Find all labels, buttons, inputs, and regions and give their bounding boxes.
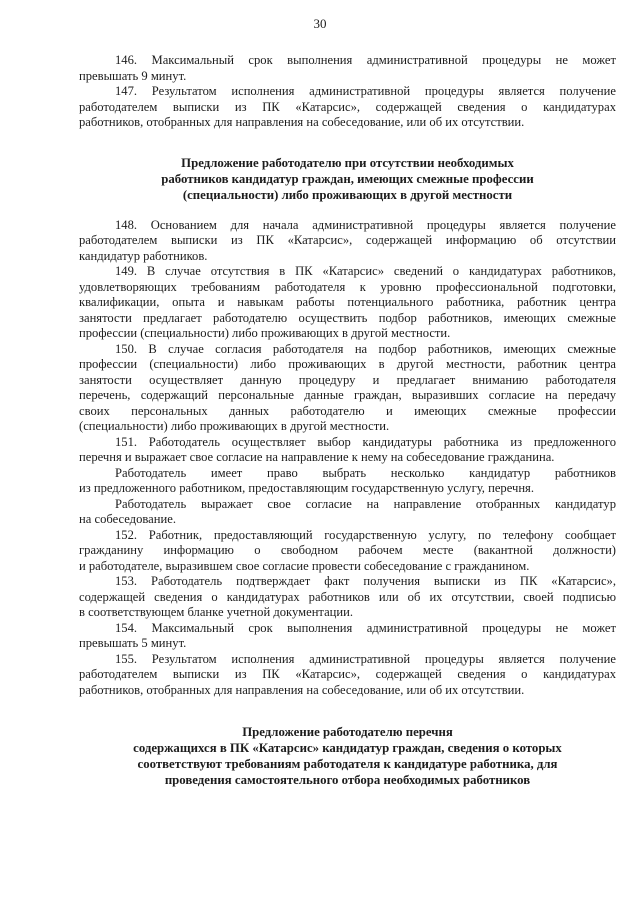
paragraph-line: Работодатель имеет право выбрать несколько кандидатур работников bbox=[115, 465, 616, 480]
paragraph-p148 bbox=[79, 218, 616, 265]
paragraph-line: перечня и выражает свое согласие на направление к нему на собеседование гражданина. bbox=[79, 450, 555, 464]
paragraph-line: в соответствующем бланке учетной документации. bbox=[79, 605, 354, 619]
heading-line: Предложение работодателю при отсутствии необходимых bbox=[181, 155, 514, 170]
paragraph-line: 148. Основанием для начала административной процедуры является получение bbox=[115, 217, 616, 232]
section-heading-1 bbox=[79, 155, 616, 203]
section-heading-2 bbox=[79, 724, 616, 788]
paragraph-line: на собеседование. bbox=[79, 512, 176, 526]
paragraph-p147 bbox=[79, 84, 616, 131]
paragraph-line: 147. Результатом исполнения административной процедуры является получение bbox=[115, 84, 616, 98]
paragraph-line: своих персональных данных работодателю и имеющих смежные профессии bbox=[79, 403, 616, 418]
heading-line: соответствуют требованиям работодателя к кандидатуре работника, для bbox=[137, 757, 558, 771]
paragraph-p152 bbox=[79, 528, 616, 575]
paragraph-line: 149. В случае отсутствия в ПК «Катарсис» сведений о кандидатурах работников, bbox=[115, 264, 616, 278]
paragraph-line: гражданину информацию о свободном рабочем месте (вакантной должности) bbox=[79, 543, 616, 557]
paragraph-line: 151. Работодатель осуществляет выбор кандидатуры работника из предложенного bbox=[115, 434, 616, 449]
section-a bbox=[79, 53, 616, 131]
heading-line: работников кандидатур граждан, имеющих смежные профессии bbox=[161, 171, 534, 186]
heading-line: содержащихся в ПК «Катарсис» кандидатур граждан, сведения о которых bbox=[133, 741, 562, 755]
paragraph-line: превышать 5 минут. bbox=[79, 636, 187, 650]
paragraph-p154 bbox=[79, 621, 616, 652]
paragraph-line: квалификации, опыта и навыкам работы потенциального работника, работник центра bbox=[79, 295, 616, 309]
paragraph-line: и работодателе, выразившем свое согласие провести собеседование с гражданином. bbox=[79, 558, 530, 573]
paragraph-p155 bbox=[79, 652, 616, 699]
paragraph-p146 bbox=[79, 53, 616, 84]
paragraph-p150 bbox=[79, 342, 616, 435]
paragraph-p153 bbox=[79, 574, 616, 621]
paragraph-p149 bbox=[79, 264, 616, 342]
page-number: 30 bbox=[313, 16, 327, 31]
paragraph-line: занятости предлагает работодателю осуществить подбор работников, имеющих смежные bbox=[79, 310, 616, 325]
paragraph-line: профессии (специальности) либо проживающих в другой местности. bbox=[79, 326, 451, 340]
paragraph-p151c bbox=[79, 497, 616, 528]
paragraph-line: удовлетворяющих требованиям работодателя к уровню профессиональной подготовки, bbox=[79, 279, 616, 294]
paragraph-line: Работодатель выражает свое согласие на направление отобранных кандидатур bbox=[115, 496, 616, 511]
paragraph-line: работодателем выписки из ПК «Катарсис», содержащей сведения о кандидатурах bbox=[79, 99, 616, 114]
heading-line: (специальности) либо проживающих в другой местности bbox=[182, 187, 513, 202]
paragraph-line: (специальности) либо проживающих в другой местности. bbox=[79, 419, 390, 433]
paragraph-line: кандидатур работников. bbox=[79, 248, 208, 263]
paragraph-line: работников, отобранных для направления на собеседование, или об их отсутствии. bbox=[79, 682, 525, 697]
paragraph-line: превышать 9 минут. bbox=[79, 68, 187, 83]
paragraph-line: 155. Результатом исполнения административной процедуры является получение bbox=[115, 651, 616, 666]
paragraph-line: занятости осуществляет данную процедуру и предлагает вниманию работодателя bbox=[79, 372, 616, 387]
paragraph-line: содержащей сведения о кандидатурах работников или об их отсутствии, своей подписью bbox=[79, 589, 616, 604]
paragraph-line: работодателем выписки из ПК «Катарсис», содержащей информацию об отсутствии bbox=[79, 233, 616, 247]
section-b bbox=[79, 218, 616, 699]
paragraph-line: 153. Работодатель подтверждает факт получения выписки из ПК «Катарсис», bbox=[115, 574, 616, 588]
paragraph-line: профессии (специальности) либо проживающих в другой местности, работник центра bbox=[79, 357, 616, 371]
heading-line: Предложение работодателю перечня bbox=[242, 725, 453, 739]
paragraph-line: работников, отобранных для направления на собеседование, или об их отсутствии. bbox=[79, 115, 525, 129]
heading-line: проведения самостоятельного отбора необходимых работников bbox=[164, 773, 531, 787]
paragraph-line: 154. Максимальный срок выполнения административной процедуры не может bbox=[115, 620, 616, 635]
paragraph-line: 146. Максимальный срок выполнения административной процедуры не может bbox=[115, 53, 616, 67]
paragraph-p151 bbox=[79, 435, 616, 466]
paragraph-line: 152. Работник, предоставляющий государственную услугу, по телефону сообщает bbox=[115, 527, 616, 542]
paragraph-line: 150. В случае согласия работодателя на подбор работников, имеющих смежные bbox=[115, 341, 616, 356]
paragraph-p151b bbox=[79, 466, 616, 497]
paragraph-line: из предложенного работником, предоставляющим государственную услугу, перечня. bbox=[79, 481, 534, 495]
document-body bbox=[79, 53, 616, 788]
paragraph-line: работодателем выписки из ПК «Катарсис», содержащей сведения о кандидатурах bbox=[79, 667, 616, 681]
paragraph-line: перечень, содержащий персональные данные граждан, выразивших согласие на передачу bbox=[79, 388, 616, 402]
